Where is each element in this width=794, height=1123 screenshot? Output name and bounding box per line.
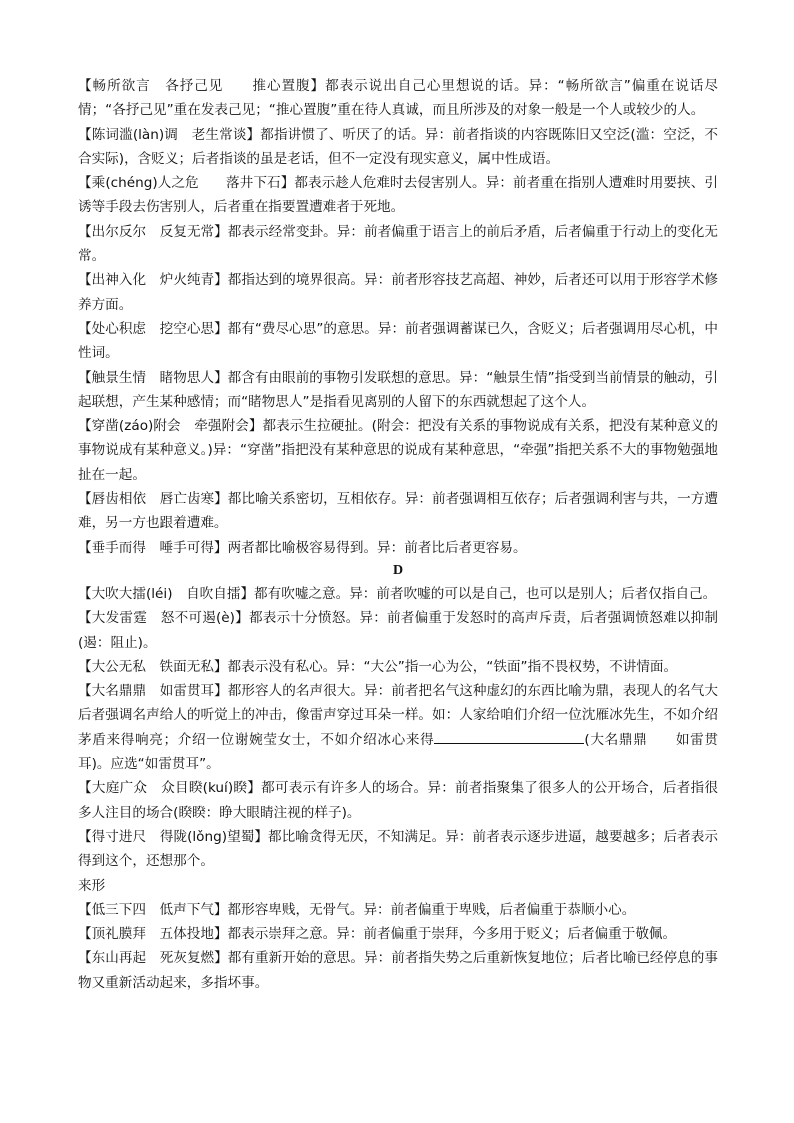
- idiom-entry: 【垂手而得 唾手可得】两者都比喻极容易得到。异：前者比后者更容易。: [78, 539, 527, 556]
- section-c-entries: [78, 74, 718, 560]
- idiom-entry: 【大吹大擂(léi) 自吹自擂】都有吹嘘之意。异：前者吹嘘的可以是自己，也可以是别人；后者仅指自己。: [78, 585, 717, 602]
- stray-text-line: 来形: [78, 877, 106, 894]
- idiom-entry: 【唇齿相依 唇亡齿寒】都比喻关系密切，互相依存。异：前者强调相互依存；后者强调利害与共，一方遭难，另一方也跟着遭难。: [78, 491, 718, 532]
- idiom-entry: 【出尔反尔 反复无常】都表示经常变卦。异：前者偏重于语言上的前后矛盾，后者偏重于行动上的变化无常。: [78, 223, 718, 265]
- fill-in-blank: [434, 729, 584, 744]
- section-d-entries-continued: [78, 898, 718, 995]
- idiom-entry: 【低三下四 低声下气】都形容卑贱，无骨气。异：前者偏重于卑贱，后者偏重于恭顺小心。: [78, 901, 636, 918]
- idiom-entry: 【触景生情 睹物思人】都含有由眼前的事物引发联想的意思。异：“触景生情”指受到当前情景的触动，引起联想，产生某种感情；而“睹物思人”是指看见离别的人留下的东西就想起了这个人。: [78, 369, 718, 410]
- idiom-entry: 【顶礼膜拜 五体投地】都表示崇拜之意。异：前者偏重于崇拜，今多用于贬义；后者偏重于敬佩。: [78, 926, 677, 943]
- document-page: [78, 74, 718, 995]
- idiom-entry: 【穿凿(záo)附会 牵强附会】都表示生拉硬扯。(附会：把没有关系的事物说成有关系，把没有某种意义的事物说成有某种意义。)异：“穿凿”指把没有某种意思的说成有某种意思，“牵强”指把关系不大的事物勉强地扯在一起。: [78, 418, 718, 483]
- idiom-entry: 【大庭广众 众目睽(kuí)睽】都可表示有许多人的场合。异：前者指聚集了很多人的公开场合，后者指很多人注目的场合(睽睽：睁大眼睛注视的样子)。: [78, 780, 718, 821]
- idiom-entry: 【东山再起 死灰复燃】都有重新开始的意思。异：前者指失势之后重新恢复地位；后者比喻已经停息的事物又重新活动起来，多指坏事。: [78, 950, 718, 991]
- idiom-entry: 【得寸进尺 得陇(lǒng)望蜀】都比喻贪得无厌，不知满足。异：前者表示逐步进逼，越要越多；后者表示得到这个，还想那个。: [78, 828, 718, 870]
- idiom-entry: 【大发雷霆 怒不可遏(è)】都表示十分愤怒。异：前者偏重于发怒时的高声斥责，后者强调愤怒难以抑制(遏：阻止)。: [78, 610, 718, 651]
- section-letter-heading: D: [392, 562, 404, 578]
- section-d-entries: [78, 582, 718, 874]
- idiom-entry: 【大公无私 铁面无私】都表示没有私心。异：“大公”指一心为公，“铁面”指不畏权势，不讲情面。: [78, 658, 678, 675]
- idiom-entry: 【陈词滥(làn)调 老生常谈】都指讲惯了、听厌了的话。异：前者指谈的内容既陈旧又空泛(滥：空泛，不合实际)，含贬义；后者指谈的虽是老话，但不一定没有现实意义，属中性成语。: [78, 126, 718, 167]
- idiom-entry: [78, 679, 718, 776]
- idiom-entry: 【乘(chéng)人之危 落井下石】都表示趁人危难时去侵害别人。异：前者重在指别人遭难时用要挟、引诱等手段去伤害别人，后者重在指要置遭难者于死地。: [78, 175, 718, 216]
- idiom-entry: 【处心积虑 挖空心思】都有“费尽心思”的意思。异：前者强调蓄谋已久，含贬义；后者强调用尽心机，中性词。: [78, 320, 718, 362]
- idiom-entry: 【出神入化 炉火纯青】都指达到的境界很高。异：前者形容技艺高超、神妙，后者还可以用于形容学术修养方面。: [78, 272, 718, 313]
- idiom-entry-text-before-blank: 【大名鼎鼎 如雷贯耳】都形容人的名声很大。异：前者把名气这种虚幻的东西比喻为鼎，表现人的名气大后者强调名声给人的听觉上的冲击，像雷声穿过耳朵一样。如：人家给咱们介绍一位沈雁冰先生，不如介绍茅盾来得响亮；介绍一位谢婉莹女士，不如介绍冰心来得: [78, 683, 718, 748]
- idiom-entry-text-after-blank: (大名鼎鼎 如雷贯耳)。应选“如雷贯耳”。: [78, 731, 718, 773]
- idiom-entry: 【畅所欲言 各抒己见 推心置腹】都表示说出自己心里想说的话。异：“畅所欲言”偏重在说话尽情；“各抒己见”重在发表己见；“推心置腹”重在待人真诚，而且所涉及的对象一般是一个人或较少的人。: [78, 78, 718, 119]
